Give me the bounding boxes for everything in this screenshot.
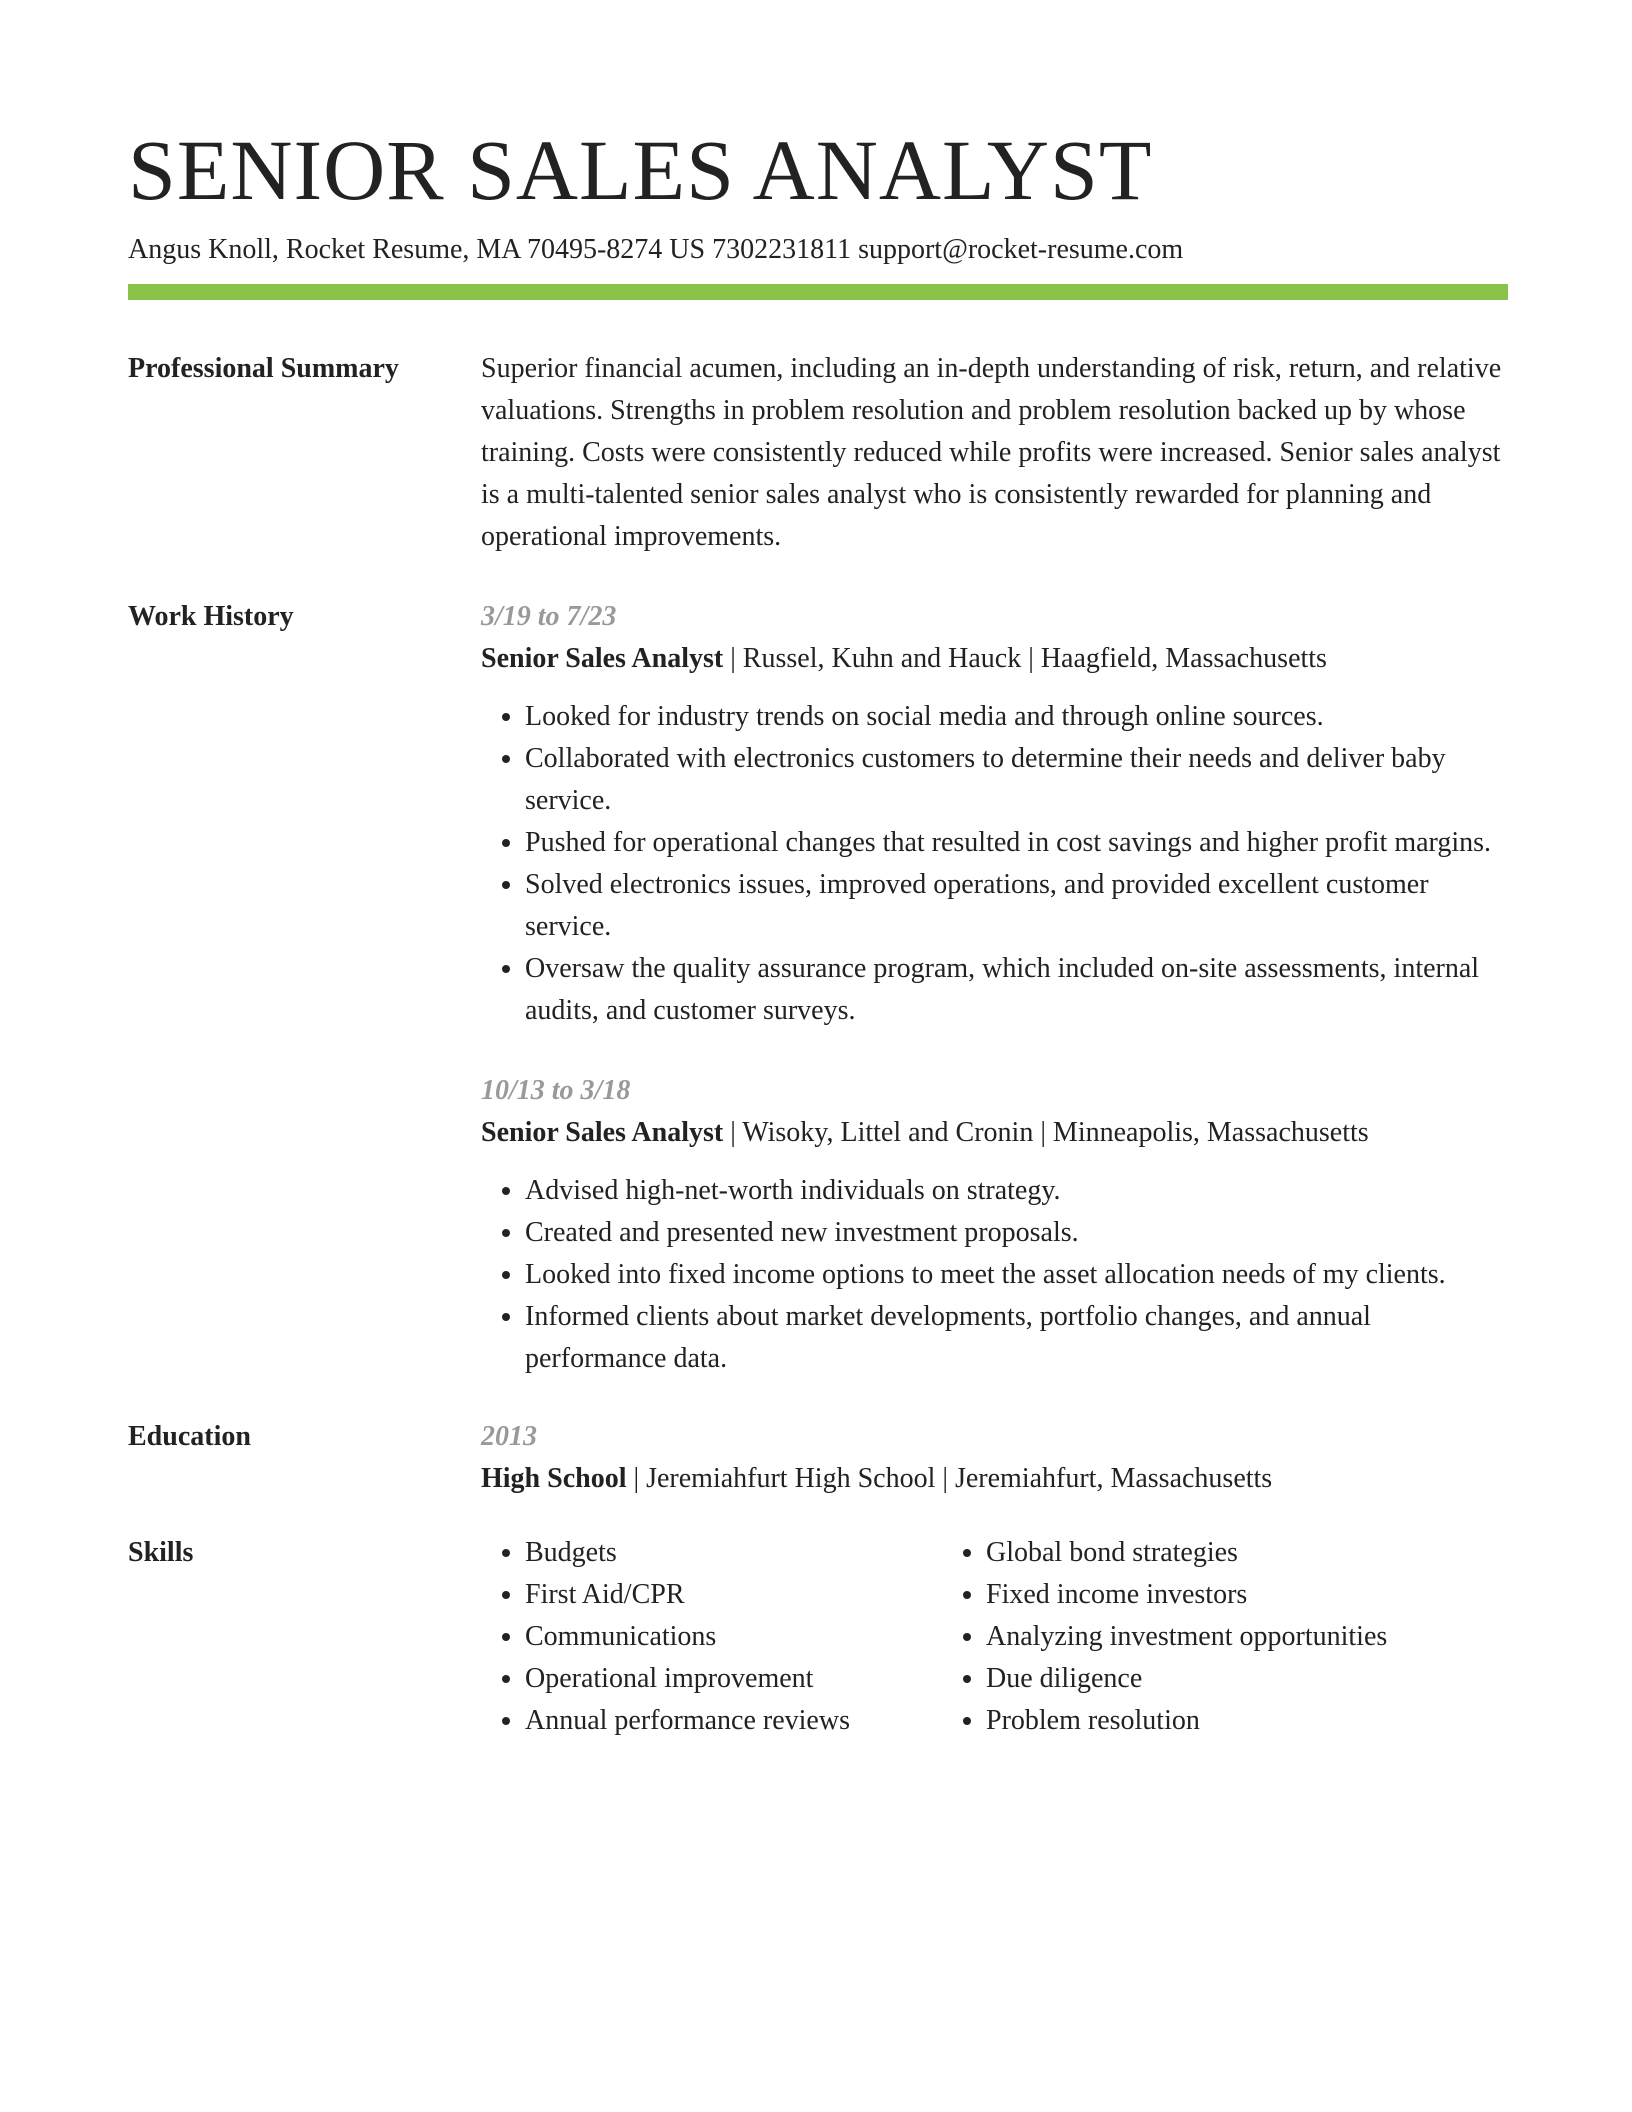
skill-item: • Fixed income investors bbox=[986, 1574, 1403, 1616]
skills-list-left bbox=[481, 1532, 942, 1742]
summary-section bbox=[128, 348, 1508, 558]
resume-page bbox=[128, 120, 1508, 1742]
resume-title: SENIOR SALES ANALYST bbox=[128, 122, 1153, 218]
skill-item: • Communications bbox=[525, 1616, 942, 1658]
job-bullet: • Looked into fixed income options to meet the asset allocation needs of my clients. bbox=[525, 1254, 1508, 1296]
job-details: | Russel, Kuhn and Hauck | Haagfield, Massachusetts bbox=[723, 643, 1327, 674]
job-entry bbox=[481, 1070, 1508, 1380]
skill-item: • Due diligence bbox=[986, 1658, 1403, 1700]
education-line bbox=[481, 1458, 1508, 1500]
work-history-label: Work History bbox=[128, 601, 294, 632]
job-dates: 3/19 to 7/23 bbox=[481, 601, 617, 632]
skill-item: • Analyzing investment opportunities bbox=[986, 1616, 1403, 1658]
job-role: Senior Sales Analyst bbox=[481, 1117, 724, 1148]
skill-item: • Operational improvement bbox=[525, 1658, 942, 1700]
job-entry bbox=[481, 596, 1508, 1032]
skills-body bbox=[481, 1532, 1508, 1742]
job-details: | Wisoky, Littel and Cronin | Minneapolis, Massachusetts bbox=[723, 1117, 1369, 1148]
education-degree: High School bbox=[481, 1463, 627, 1494]
contact-line: Angus Knoll, Rocket Resume, MA 70495-8274 US 7302231811 support@rocket-resume.com bbox=[128, 234, 1184, 265]
job-bullet: • Pushed for operational changes that resulted in cost savings and higher profit margins. bbox=[525, 822, 1508, 864]
skill-item: • Global bond strategies bbox=[986, 1532, 1403, 1574]
education-year: 2013 bbox=[481, 1421, 537, 1452]
education-label: Education bbox=[128, 1421, 251, 1452]
job-role: Senior Sales Analyst bbox=[481, 643, 724, 674]
skill-item: • Budgets bbox=[525, 1532, 942, 1574]
job-bullet: • Solved electronics issues, improved operations, and provided excellent customer service. bbox=[525, 864, 1508, 948]
education-details: | Jeremiahfurt High School | Jeremiahfurt, Massachusetts bbox=[626, 1463, 1273, 1494]
job-bullet: • Informed clients about market developments, portfolio changes, and annual performance data. bbox=[525, 1296, 1508, 1380]
accent-divider bbox=[128, 284, 1508, 300]
job-bullet: • Collaborated with electronics customers to determine their needs and deliver baby service. bbox=[525, 738, 1508, 822]
summary-text: Superior financial acumen, including an in-depth understanding of risk, return, and relative valuations. Strengths in problem resolution and problem resolution backed up by whose training. Costs were consistently reduced while profits were increased. Senior sales analyst is a multi-talented senior sales analyst who is consistently rewarded for planning and operational improvements. bbox=[481, 353, 1502, 552]
skill-item: • First Aid/CPR bbox=[525, 1574, 942, 1616]
skills-columns bbox=[481, 1532, 1508, 1742]
job-dates: 10/13 to 3/18 bbox=[481, 1075, 631, 1106]
job-title-line bbox=[481, 638, 1508, 680]
job-bullet: • Oversaw the quality assurance program, which included on-site assessments, internal audits, and customer surveys. bbox=[525, 948, 1508, 1032]
skills-label: Skills bbox=[128, 1537, 194, 1568]
skills-section bbox=[128, 1532, 1508, 1742]
work-history-section bbox=[128, 596, 1508, 1380]
job-bullets bbox=[481, 696, 1508, 1032]
work-history-body bbox=[481, 596, 1508, 1380]
job-bullet: • Advised high-net-worth individuals on strategy. bbox=[525, 1170, 1508, 1212]
job-bullets bbox=[481, 1170, 1508, 1380]
education-section bbox=[128, 1416, 1508, 1500]
skills-list-right bbox=[942, 1532, 1403, 1742]
job-bullet: • Created and presented new investment proposals. bbox=[525, 1212, 1508, 1254]
skill-item: • Problem resolution bbox=[986, 1700, 1403, 1742]
summary-label: Professional Summary bbox=[128, 353, 399, 384]
job-title-line bbox=[481, 1112, 1508, 1154]
skill-item: • Annual performance reviews bbox=[525, 1700, 942, 1742]
education-body bbox=[481, 1416, 1508, 1500]
job-bullet: • Looked for industry trends on social media and through online sources. bbox=[525, 696, 1508, 738]
